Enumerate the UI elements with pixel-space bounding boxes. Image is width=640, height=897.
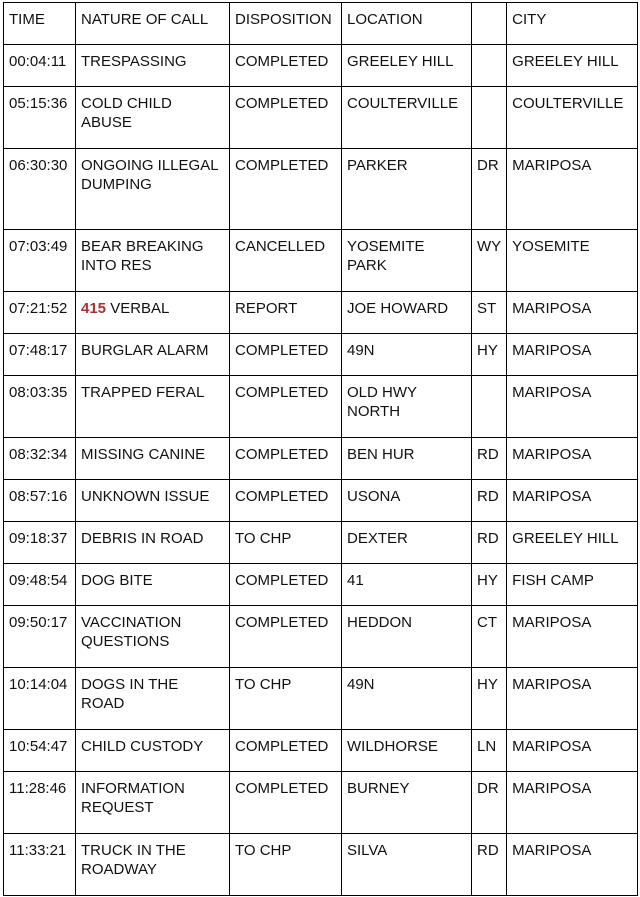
cell-suffix: RD bbox=[472, 834, 507, 896]
cell-disposition: TO CHP bbox=[230, 834, 342, 896]
cell-city: MARIPOSA bbox=[507, 480, 638, 522]
header-city: CITY bbox=[507, 3, 638, 45]
cell-city: GREELEY HILL bbox=[507, 522, 638, 564]
cell-nature: TRUCK IN THE ROADWAY bbox=[76, 834, 230, 896]
cell-location: 49N bbox=[342, 334, 472, 376]
cell-city: MARIPOSA bbox=[507, 376, 638, 438]
cell-nature: UNKNOWN ISSUE bbox=[76, 480, 230, 522]
cell-disposition: COMPLETED bbox=[230, 606, 342, 668]
table-row bbox=[4, 564, 638, 606]
cell-city: YOSEMITE bbox=[507, 230, 638, 292]
header-row bbox=[4, 3, 638, 45]
cell-disposition: COMPLETED bbox=[230, 438, 342, 480]
cell-nature: DOG BITE bbox=[76, 564, 230, 606]
cell-nature: INFORMATION REQUEST bbox=[76, 772, 230, 834]
cell-location: BEN HUR bbox=[342, 438, 472, 480]
table-row bbox=[4, 292, 638, 334]
cell-city: GREELEY HILL bbox=[507, 45, 638, 87]
cell-disposition: COMPLETED bbox=[230, 480, 342, 522]
cell-disposition: COMPLETED bbox=[230, 45, 342, 87]
cell-nature: VACCINATION QUESTIONS bbox=[76, 606, 230, 668]
cell-suffix: DR bbox=[472, 149, 507, 230]
table-row bbox=[4, 772, 638, 834]
table-row bbox=[4, 834, 638, 896]
cell-time: 09:48:54 bbox=[4, 564, 76, 606]
call-code-highlight: 415 bbox=[81, 300, 107, 317]
cell-city: MARIPOSA bbox=[507, 149, 638, 230]
cell-location: BURNEY bbox=[342, 772, 472, 834]
cell-city: MARIPOSA bbox=[507, 438, 638, 480]
table-row bbox=[4, 87, 638, 149]
cell-suffix: ST bbox=[472, 292, 507, 334]
cell-location: OLD HWY NORTH bbox=[342, 376, 472, 438]
cell-location: USONA bbox=[342, 480, 472, 522]
cell-time: 08:32:34 bbox=[4, 438, 76, 480]
cell-location: 49N bbox=[342, 668, 472, 730]
header-time: TIME bbox=[4, 3, 76, 45]
cell-location: SILVA bbox=[342, 834, 472, 896]
cell-location: GREELEY HILL bbox=[342, 45, 472, 87]
cell-time: 11:28:46 bbox=[4, 772, 76, 834]
cell-time: 10:54:47 bbox=[4, 730, 76, 772]
cell-nature: CHILD CUSTODY bbox=[76, 730, 230, 772]
cell-nature-text: VERBAL bbox=[106, 300, 170, 317]
header-suffix bbox=[472, 3, 507, 45]
cell-location: HEDDON bbox=[342, 606, 472, 668]
cell-suffix: DR bbox=[472, 772, 507, 834]
cell-city: FISH CAMP bbox=[507, 564, 638, 606]
cell-nature: DEBRIS IN ROAD bbox=[76, 522, 230, 564]
cell-city: MARIPOSA bbox=[507, 834, 638, 896]
cell-suffix: HY bbox=[472, 334, 507, 376]
table-row bbox=[4, 606, 638, 668]
cell-time: 06:30:30 bbox=[4, 149, 76, 230]
table-row bbox=[4, 730, 638, 772]
cell-suffix: RD bbox=[472, 438, 507, 480]
cell-disposition: COMPLETED bbox=[230, 334, 342, 376]
cell-suffix: RD bbox=[472, 522, 507, 564]
header-nature-of-call: NATURE OF CALL bbox=[76, 3, 230, 45]
cell-time: 07:03:49 bbox=[4, 230, 76, 292]
cell-disposition: COMPLETED bbox=[230, 376, 342, 438]
cell-nature bbox=[76, 292, 230, 334]
cell-time: 11:33:21 bbox=[4, 834, 76, 896]
cell-suffix: WY bbox=[472, 230, 507, 292]
call-log-table bbox=[3, 2, 638, 896]
cell-nature: BURGLAR ALARM bbox=[76, 334, 230, 376]
cell-location: DEXTER bbox=[342, 522, 472, 564]
table-row bbox=[4, 149, 638, 230]
cell-location: 41 bbox=[342, 564, 472, 606]
cell-suffix: HY bbox=[472, 668, 507, 730]
cell-time: 09:50:17 bbox=[4, 606, 76, 668]
cell-disposition: CANCELLED bbox=[230, 230, 342, 292]
cell-city: COULTERVILLE bbox=[507, 87, 638, 149]
cell-disposition: COMPLETED bbox=[230, 149, 342, 230]
cell-city: MARIPOSA bbox=[507, 668, 638, 730]
cell-suffix: HY bbox=[472, 564, 507, 606]
cell-suffix: LN bbox=[472, 730, 507, 772]
table-row bbox=[4, 438, 638, 480]
cell-disposition: REPORT bbox=[230, 292, 342, 334]
cell-nature: ONGOING ILLEGAL DUMPING bbox=[76, 149, 230, 230]
table-row bbox=[4, 522, 638, 564]
cell-suffix bbox=[472, 45, 507, 87]
cell-time: 05:15:36 bbox=[4, 87, 76, 149]
cell-disposition: COMPLETED bbox=[230, 730, 342, 772]
table-row bbox=[4, 230, 638, 292]
cell-city: MARIPOSA bbox=[507, 606, 638, 668]
header-disposition: DISPOSITION bbox=[230, 3, 342, 45]
cell-location: PARKER bbox=[342, 149, 472, 230]
cell-location: JOE HOWARD bbox=[342, 292, 472, 334]
cell-disposition: TO CHP bbox=[230, 668, 342, 730]
cell-nature: MISSING CANINE bbox=[76, 438, 230, 480]
cell-suffix bbox=[472, 87, 507, 149]
cell-time: 09:18:37 bbox=[4, 522, 76, 564]
cell-city: MARIPOSA bbox=[507, 292, 638, 334]
cell-time: 10:14:04 bbox=[4, 668, 76, 730]
table-row bbox=[4, 668, 638, 730]
cell-location: COULTERVILLE bbox=[342, 87, 472, 149]
cell-disposition: COMPLETED bbox=[230, 772, 342, 834]
cell-suffix: CT bbox=[472, 606, 507, 668]
cell-city: MARIPOSA bbox=[507, 334, 638, 376]
cell-city: MARIPOSA bbox=[507, 730, 638, 772]
table-row bbox=[4, 480, 638, 522]
cell-suffix bbox=[472, 376, 507, 438]
table-row bbox=[4, 376, 638, 438]
cell-nature: BEAR BREAKING INTO RES bbox=[76, 230, 230, 292]
cell-city: MARIPOSA bbox=[507, 772, 638, 834]
cell-nature: COLD CHILD ABUSE bbox=[76, 87, 230, 149]
cell-disposition: TO CHP bbox=[230, 522, 342, 564]
cell-time: 08:03:35 bbox=[4, 376, 76, 438]
cell-time: 08:57:16 bbox=[4, 480, 76, 522]
table-row bbox=[4, 334, 638, 376]
cell-location: WILDHORSE bbox=[342, 730, 472, 772]
call-log-sheet bbox=[3, 2, 638, 896]
cell-nature: TRESPASSING bbox=[76, 45, 230, 87]
table-row bbox=[4, 45, 638, 87]
cell-disposition: COMPLETED bbox=[230, 564, 342, 606]
cell-time: 00:04:11 bbox=[4, 45, 76, 87]
cell-suffix: RD bbox=[472, 480, 507, 522]
cell-nature: DOGS IN THE ROAD bbox=[76, 668, 230, 730]
cell-location: YOSEMITE PARK bbox=[342, 230, 472, 292]
cell-time: 07:21:52 bbox=[4, 292, 76, 334]
header-location: LOCATION bbox=[342, 3, 472, 45]
cell-nature: TRAPPED FERAL bbox=[76, 376, 230, 438]
cell-time: 07:48:17 bbox=[4, 334, 76, 376]
cell-disposition: COMPLETED bbox=[230, 87, 342, 149]
